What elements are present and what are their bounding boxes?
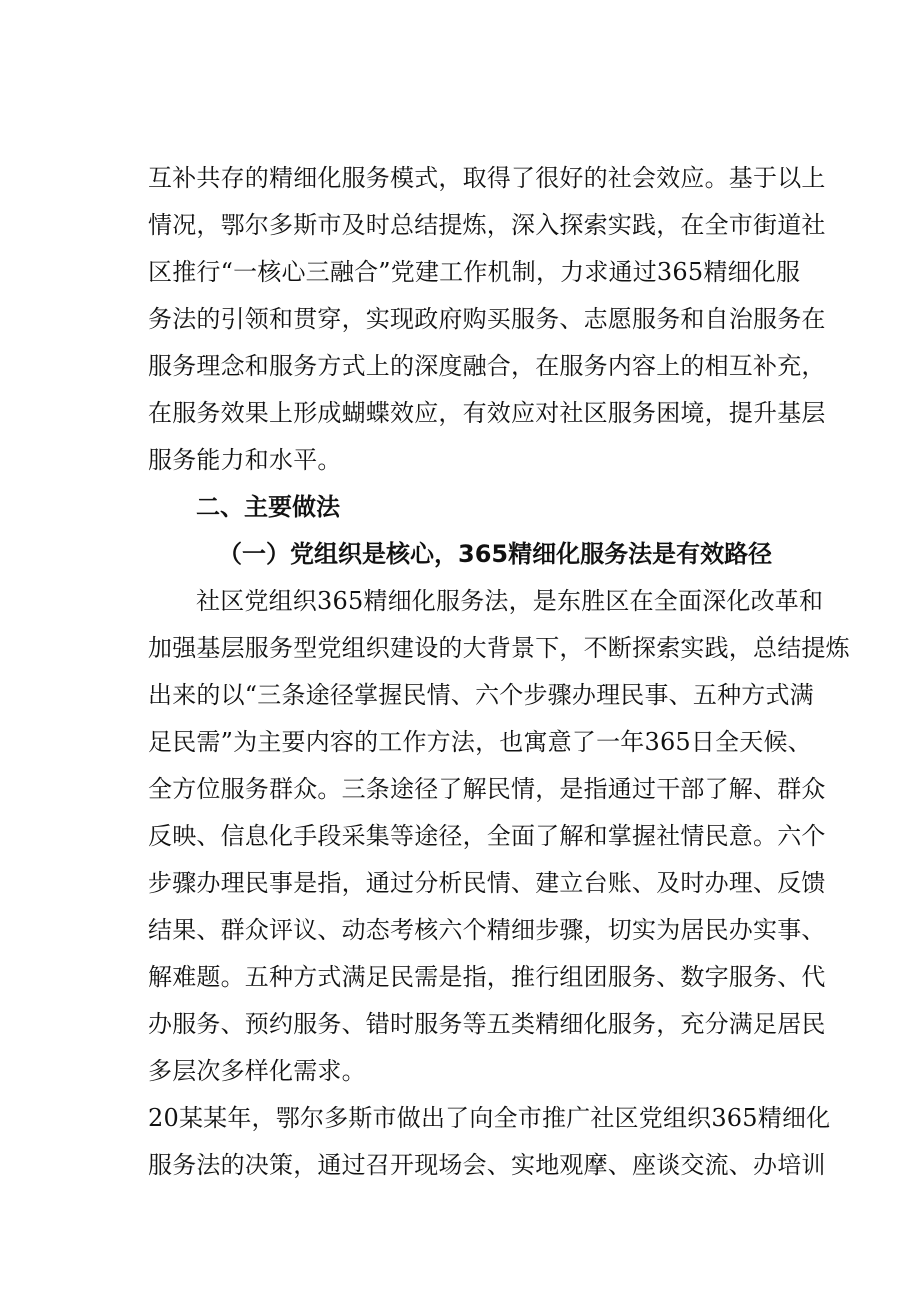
paragraph-1-line: 互补共存的精细化服务模式，取得了很好的社会效应。基于以上 <box>148 164 826 192</box>
section-heading: 二、主要做法 <box>196 493 340 521</box>
paragraph-1-line: 服务能力和水平。 <box>148 446 342 474</box>
subsection-heading: （一）党组织是核心，365精细化服务法是有效路径 <box>218 540 773 568</box>
paragraph-2-line: 多层次多样化需求。 <box>148 1057 366 1085</box>
paragraph-1-line: 情况，鄂尔多斯市及时总结提炼，深入探索实践，在全市街道社 <box>148 211 826 239</box>
paragraph-1-line: 服务理念和服务方式上的深度融合，在服务内容上的相互补充， <box>148 352 826 380</box>
paragraph-1-line: 区推行“一核心三融合”党建工作机制，力求通过365精细化服 <box>148 258 801 286</box>
paragraph-3-line: 服务法的决策，通过召开现场会、实地观摩、座谈交流、办培训 <box>148 1151 826 1179</box>
paragraph-2-line: 社区党组织365精细化服务法，是东胜区在全面深化改革和 <box>196 587 824 615</box>
paragraph-2-line: 办服务、预约服务、错时服务等五类精细化服务，充分满足居民 <box>148 1010 826 1038</box>
paragraph-3-line: 20某某年，鄂尔多斯市做出了向全市推广社区党组织365精细化 <box>148 1104 831 1132</box>
paragraph-2-line: 出来的以“三条途径掌握民情、六个步骤办理民事、五种方式满 <box>148 681 814 709</box>
paragraph-2-line: 解难题。五种方式满足民需是指，推行组团服务、数字服务、代 <box>148 963 826 991</box>
paragraph-2-line: 步骤办理民事是指，通过分析民情、建立台账、及时办理、反馈 <box>148 869 826 897</box>
paragraph-2-line: 加强基层服务型党组织建设的大背景下，不断探索实践，总结提炼 <box>148 634 850 662</box>
paragraph-2-line: 全方位服务群众。三条途径了解民情，是指通过干部了解、群众 <box>148 775 826 803</box>
paragraph-2-line: 足民需”为主要内容的工作方法，也寓意了一年365日全天候、 <box>148 728 812 756</box>
paragraph-1-line: 务法的引领和贯穿，实现政府购买服务、志愿服务和自治服务在 <box>148 305 826 333</box>
paragraph-2-line: 反映、信息化手段采集等途径，全面了解和掌握社情民意。六个 <box>148 822 826 850</box>
paragraph-1-line: 在服务效果上形成蝴蝶效应，有效应对社区服务困境，提升基层 <box>148 399 826 427</box>
paragraph-2-line: 结果、群众评议、动态考核六个精细步骤，切实为居民办实事、 <box>148 916 826 944</box>
